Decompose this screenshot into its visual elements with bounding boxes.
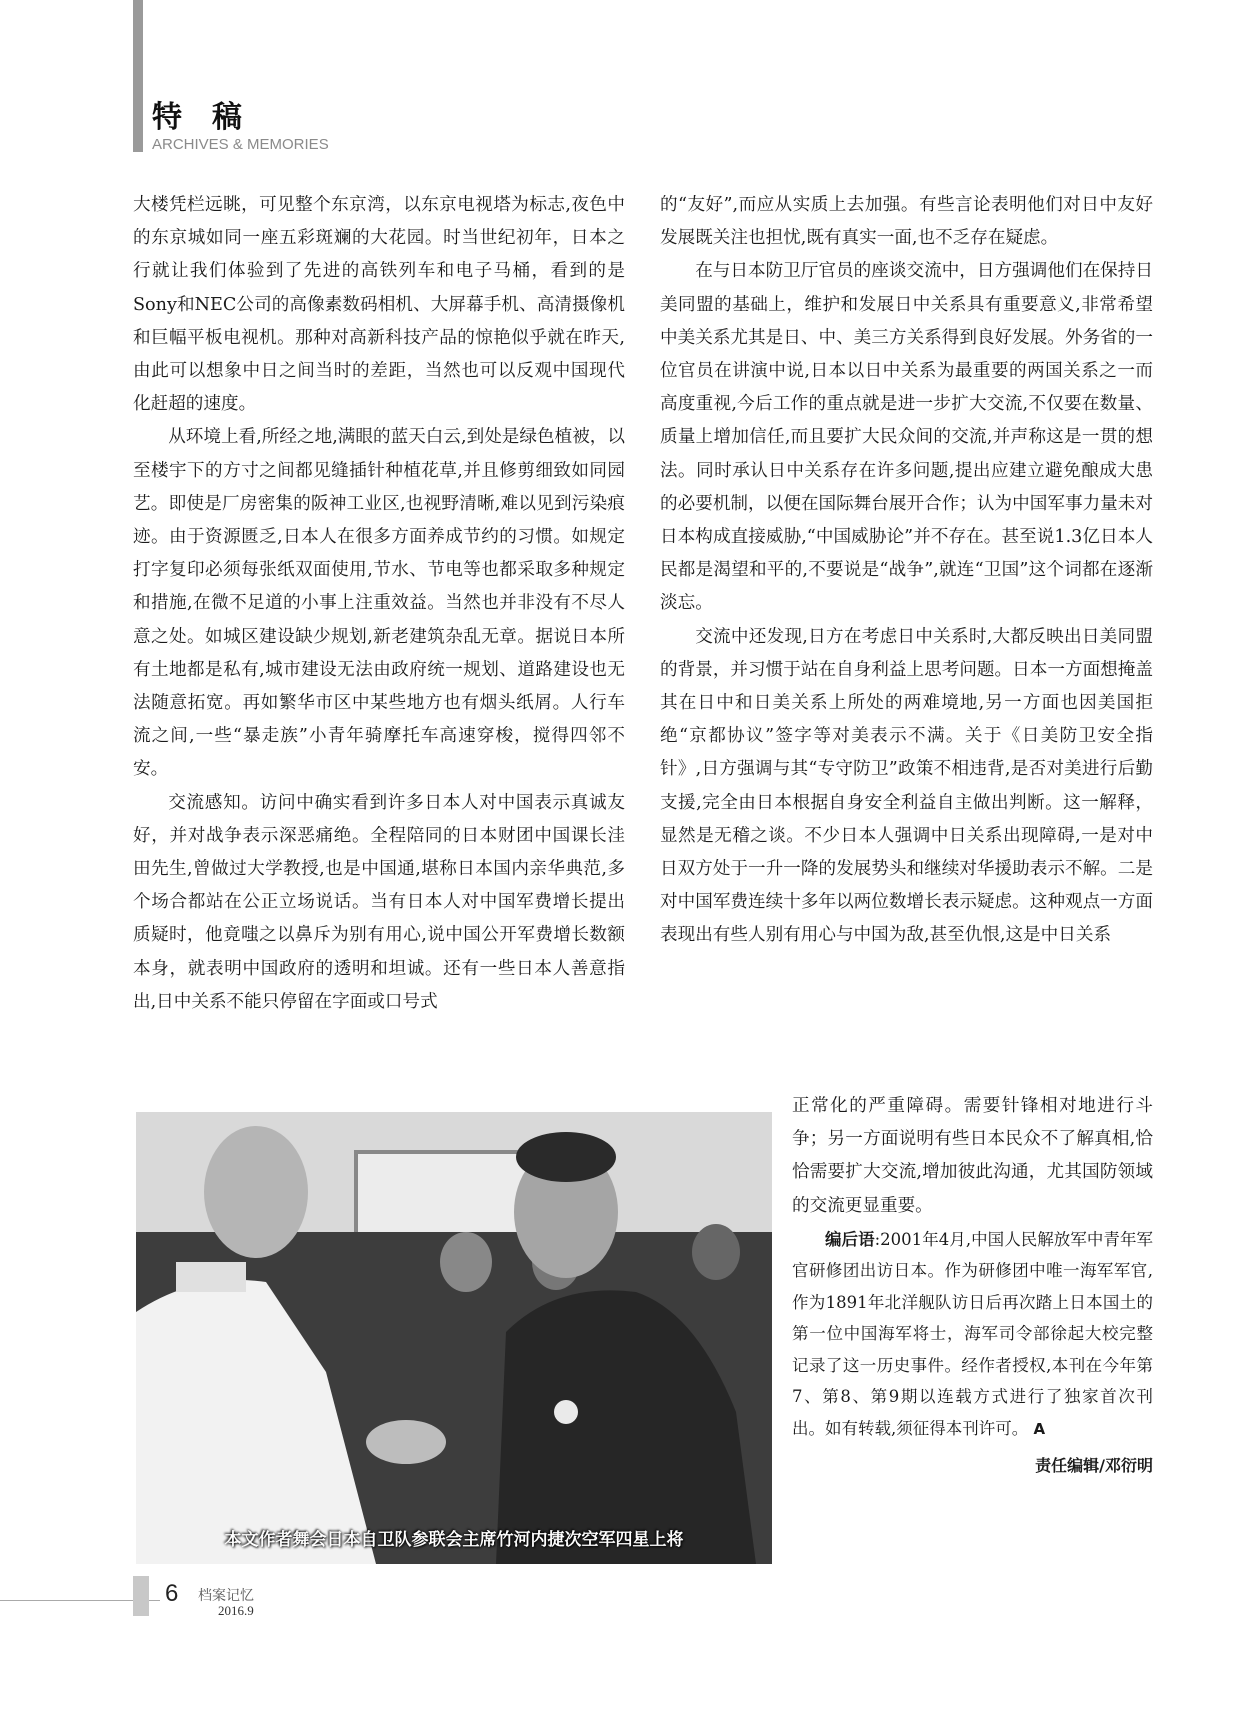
editor-note-text: :2001年4月,中国人民解放军中青年军官研修团出访日本。作为研修团中唯一海军军官,作为1891年北洋舰队访日后再次踏上日本国土的第一位中国海军将士，海军司令部徐起大校完整记录了这一历史事件。经作者授权,本刊在今年第7、第8、第9期以连载方式进行了独家首次刊出。如有转载,须征得本刊许可。 bbox=[792, 1229, 1154, 1438]
left-column bbox=[133, 189, 625, 1019]
editor-signature: 责任编辑/邓衍明 bbox=[1035, 1456, 1153, 1476]
header-accent-bar bbox=[133, 0, 143, 152]
handshake-photo bbox=[136, 1112, 772, 1564]
right-column bbox=[660, 189, 1153, 953]
editor-note-label: 编后语 bbox=[825, 1229, 875, 1249]
magazine-end-mark-icon: A bbox=[1033, 1419, 1046, 1438]
right-column-lower bbox=[792, 1090, 1153, 1483]
photo-illustration bbox=[136, 1112, 772, 1564]
paragraph: 交流感知。访问中确实看到许多日本人对中国表示真诚友好，并对战争表示深恶痛绝。全程陪同的日本财团中国课长洼田先生,曾做过大学教授,也是中国通,堪称日本国内亲华典范,多个场合都站在公正立场说话。当有日本人对中国军费增长提出质疑时，他竟嗤之以鼻斥为别有用心,说中国公开军费增长数额本身，就表明中国政府的透明和坦诚。还有一些日本人善意指出,日中关系不能只停留在字面或口号式 bbox=[133, 792, 625, 1012]
paragraph: 大楼凭栏远眺，可见整个东京湾，以东京电视塔为标志,夜色中的东京城如同一座五彩斑斓的大花园。时当世纪初年，日本之行就让我们体验到了先进的高铁列车和电子马桶，看到的是Sony和NEC公司的高像素数码相机、大屏幕手机、高清摄像机和巨幅平板电视机。那种对高新科技产品的惊艳似乎就在昨天,由此可以想象中日之间当时的差距，当然也可以反观中国现代化赶超的速度。 bbox=[133, 195, 625, 415]
editor-note bbox=[792, 1224, 1153, 1446]
paragraph: 在与日本防卫厅官员的座谈交流中，日方强调他们在保持日美同盟的基础上，维护和发展日中关系具有重要意义,非常希望中美关系尤其是日、中、美三方关系得到良好发展。外务省的一位官员在讲演中说,日本以日中关系为最重要的两国关系之一而高度重视,今后工作的重点就是进一步扩大交流,不仅要在数量、质量上增加信任,而且要扩大民众间的交流,并声称这是一贯的想法。同时承认日中关系存在许多问题,提出应建立避免酿成大患的必要机制，以便在国际舞台展开合作；认为中国军事力量未对日本构成直接威胁,“中国威胁论”并不存在。甚至说1.3亿日本人民都是渴望和平的,不要说是“战争”,就连“卫国”这个词都在逐渐淡忘。 bbox=[660, 261, 1153, 614]
footer-accent-bar bbox=[133, 1576, 149, 1616]
paragraph: 交流中还发现,日方在考虑日中关系时,大都反映出日美同盟的背景，并习惯于站在自身利益上思考问题。日本一方面想掩盖其在日中和日美关系上所处的两难境地,另一方面也因美国拒绝“京都协议”签字等对美表示不满。关于《日美防卫安全指针》,日方强调与其“专守防卫”政策不相违背,是否对美进行后勤支援,完全由日本根据自身安全利益自主做出判断。这一解释，显然是无稽之谈。不少日本人强调中日关系出现障碍,一是对中日双方处于一升一降的发展势头和继续对华援助表示不解。二是对中国军费连续十多年以两位数增长表示疑虑。这种观点一方面表现出有些人别有用心与中国为敌,甚至仇恨,这是中日关系 bbox=[660, 626, 1153, 946]
page-number: 6 bbox=[165, 1580, 179, 1607]
section-subtitle: ARCHIVES & MEMORIES bbox=[152, 136, 329, 153]
photo-caption: 本文作者舞会日本自卫队参联会主席竹河内捷次空军四星上将 bbox=[224, 1530, 684, 1550]
paragraph: 从环境上看,所经之地,满眼的蓝天白云,到处是绿色植被，以至楼宇下的方寸之间都见缝插针种植花草,并且修剪细致如同园艺。即使是厂房密集的阪神工业区,也视野清晰,难以见到污染痕迹。由于资源匮乏,日本人在很多方面养成节约的习惯。如规定打字复印必须每张纸双面使用,节水、节电等也都采取多种规定和措施,在微不足道的小事上注重效益。当然也并非没有不尽人意之处。如城区建设缺少规划,新老建筑杂乱无章。据说日本所有土地都是私有,城市建设无法由政府统一规划、道路建设也无法随意拓宽。再如繁华市区中某些地方也有烟头纸屑。人行车流之间,一些“暴走族”小青年骑摩托车高速穿梭，搅得四邻不安。 bbox=[133, 427, 625, 780]
issue-number: 2016.9 bbox=[218, 1603, 254, 1618]
section-title: 特稿 bbox=[152, 100, 272, 135]
paragraph: 正常化的严重障碍。需要针锋相对地进行斗争；另一方面说明有些日本民众不了解真相,恰恰需要扩大交流,增加彼此沟通，尤其国防领域的交流更显重要。 bbox=[792, 1096, 1153, 1216]
magazine-name: 档案记忆 bbox=[198, 1588, 254, 1604]
paragraph: 的“友好”,而应从实质上去加强。有些言论表明他们对日中友好发展既关注也担忧,既有真实一面,也不乏存在疑虑。 bbox=[660, 195, 1153, 249]
